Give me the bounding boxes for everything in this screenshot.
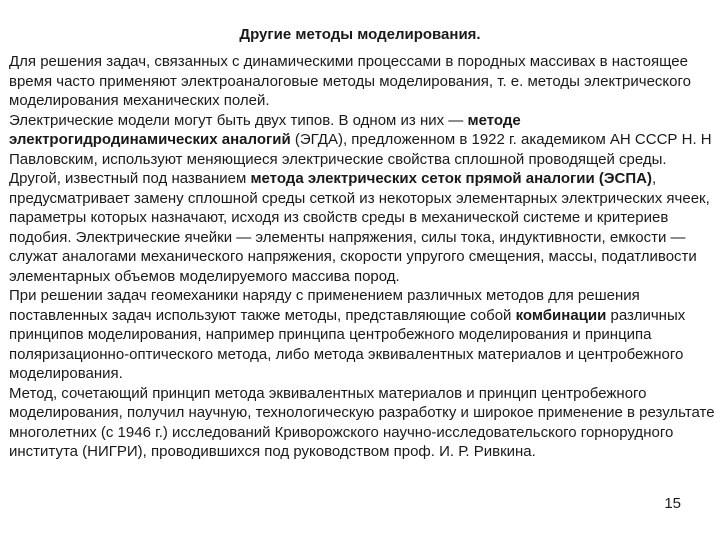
paragraph-text: различных принципов моделирования, например принципа центробежного моделирования и принципа поляризационно-оптического метода, либо метода эквивалентных материалов и центробежного моделирования. <box>9 306 686 382</box>
page-number: 15 <box>664 495 681 512</box>
paragraph-nigri <box>9 384 715 462</box>
paragraph-text: (ЭГДА), предложенном в 1922 г. академиком АН СССР Н. Н Павловским, используют меняющиеся электрические свойства сплошной проводящей среды. <box>9 131 712 168</box>
slide-body <box>9 52 715 462</box>
paragraph-electroanalog-intro <box>9 52 715 111</box>
paragraph-espa <box>9 169 715 286</box>
paragraph-text: При решении задач геомеханики наряду с применением различных методов для решения поставленных задач используют также методы, представляющие собой <box>9 287 640 324</box>
paragraph-text: Для решения задач, связанных с динамическими процессами в породных массивах в настоящее время часто применяют электроаналоговые методы моделирования, т. е. методы электрического моделирования механических полей. <box>9 53 691 109</box>
paragraph-text: Метод, сочетающий принцип метода эквивалентных материалов и принцип центробежного моделирования, получил научную, технологическую разработку и широкое применение в результате многолетних (с 1946 г.) исследований Криворожского научно-исследовательского горнорудного института (НИГРИ), проводившихся под руководством проф. И. Р. Ривкина. <box>9 384 715 460</box>
paragraph-combinations <box>9 286 715 384</box>
paragraph-text: , предусматривает замену сплошной среды сеткой из некоторых элементарных электрических ячеек, параметры которых назначают, исходя из свойств среды в механической системе и критериев подобия. Электрические ячейки — элементы напряжения, силы тока, индуктивности, емкости — служат аналогами механического напряжения, скорости упругого смещения, массы, податливости элементарных объемов моделируемого массива пород. <box>9 170 710 285</box>
term-combinations: комбинации <box>515 306 607 324</box>
slide-title: Другие методы моделирования. <box>239 26 481 43</box>
paragraph-egda <box>9 111 715 170</box>
term-egda: методе электрогидродинамических аналогий <box>9 111 521 148</box>
paragraph-text: Электрические модели могут быть двух типов. В одном из них — <box>9 111 468 129</box>
term-espa: метода электрических сеток прямой аналогии (ЭСПА) <box>250 170 652 187</box>
paragraph-text: Другой, известный под названием <box>9 170 251 187</box>
